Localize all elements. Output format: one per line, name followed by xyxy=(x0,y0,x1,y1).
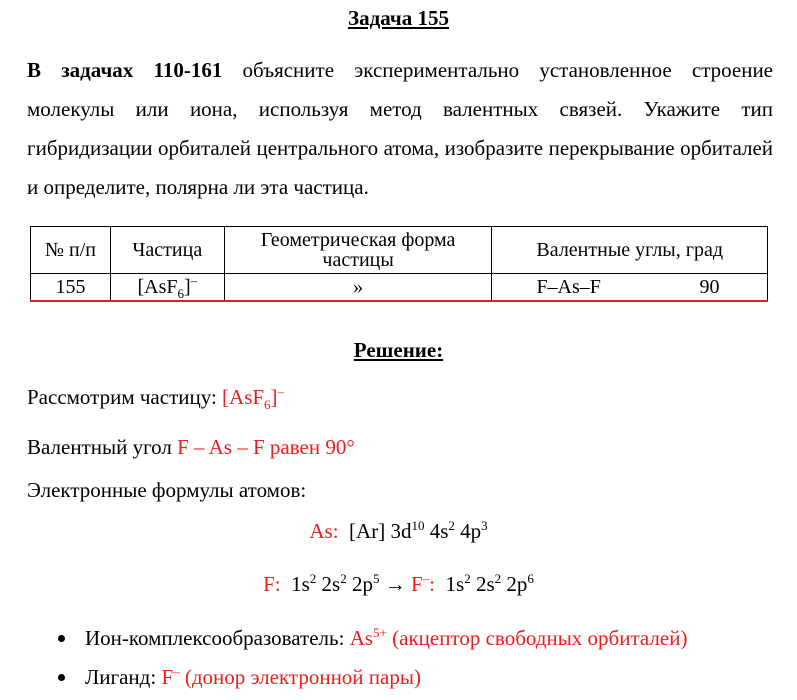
as-s: 4s xyxy=(424,519,449,543)
bullet-red-main: F xyxy=(161,665,174,689)
solution-heading: Решение: xyxy=(353,338,444,362)
angle-name: F–As–F xyxy=(536,276,601,298)
fi-s2: 2s xyxy=(470,572,495,596)
f-sup2: 2 xyxy=(340,571,347,586)
f-s2: 2s xyxy=(316,572,341,596)
f-s1: 1s xyxy=(291,572,310,596)
bullet-label: Ион-комплексообразователь: xyxy=(85,626,350,650)
consider-formula-sup: – xyxy=(277,384,285,399)
f-ion xyxy=(411,572,435,596)
as-sup1: 10 xyxy=(411,518,425,533)
table-header-row xyxy=(31,227,768,274)
header-shape xyxy=(224,227,492,274)
f-ion-colon: : xyxy=(429,572,436,596)
fi-s1: 1s xyxy=(445,572,465,596)
header-angles: Валентные углы, град xyxy=(492,227,768,274)
bullet-red-main: As xyxy=(349,626,374,650)
bullet-red-rest: (донор электронной пары) xyxy=(179,665,421,689)
angle-label: Валентный угол xyxy=(27,435,178,459)
header-particle: Частица xyxy=(110,227,224,274)
particle-close: ] xyxy=(183,276,191,298)
f-formula xyxy=(0,572,797,597)
angle-value: 90 xyxy=(699,276,720,298)
f-sup1: 2 xyxy=(309,571,317,586)
f-ion-sup: – xyxy=(422,571,430,586)
bullet-red-sup: 5+ xyxy=(373,625,387,640)
cell-angles xyxy=(492,274,768,302)
fi-sup2: 2 xyxy=(494,571,502,586)
task-statement xyxy=(27,51,773,207)
bullet-label: Лиганд: xyxy=(85,665,162,689)
bullet-red-sup: – xyxy=(173,664,180,679)
cell-particle xyxy=(110,274,224,302)
consider-formula-sub: 6 xyxy=(264,397,271,412)
consider-formula-main: [AsF xyxy=(222,385,265,409)
bullet-red xyxy=(161,665,421,689)
f-p: 2p xyxy=(346,572,373,596)
as-element: As: xyxy=(309,519,339,543)
particle-sub: 6 xyxy=(177,286,184,301)
task-text: объясните экспериментально установленное строение молекулы или иона, используя метод валентных связей. Укажите тип гибридизации орбиталей центрального атома, изобразите перекрывание орбиталей и определите, полярна ли эта частица. xyxy=(27,58,774,199)
list-item xyxy=(0,622,797,661)
bullet-red-rest: (акцептор свободных орбиталей) xyxy=(386,626,688,650)
fi-p: 2p xyxy=(501,572,528,596)
cell-num: 155 xyxy=(31,274,111,302)
task-bold-prefix: В задачах 110-161 xyxy=(27,58,223,82)
as-sup3: 3 xyxy=(481,518,488,533)
consider-formula xyxy=(222,384,285,412)
as-core: [Ar] 3d xyxy=(349,519,412,543)
f-element: F: xyxy=(263,572,281,596)
consider-line xyxy=(27,385,284,410)
angle-statement: F – As – F равен 90° xyxy=(177,435,355,459)
angle-line xyxy=(27,435,355,460)
consider-formula-close: ] xyxy=(270,385,278,409)
fi-sup1: 2 xyxy=(464,571,471,586)
bullet-list xyxy=(0,622,797,700)
electron-label: Электронные формулы атомов: xyxy=(27,478,307,502)
header-shape-line2: частицы xyxy=(322,249,394,271)
particle-sup: – xyxy=(190,273,198,288)
f-sup3: 5 xyxy=(372,571,380,586)
bullet-red xyxy=(350,626,688,650)
consider-label: Рассмотрим частицу: xyxy=(27,385,223,409)
particle-main: [AsF xyxy=(137,276,178,298)
header-num: № п/п xyxy=(31,227,111,274)
data-table xyxy=(30,226,768,302)
header-shape-line1: Геометрическая форма xyxy=(260,229,456,251)
arrow-icon: → xyxy=(379,572,411,596)
as-formula xyxy=(0,519,797,544)
f-ion-symbol: F xyxy=(410,572,423,596)
table-row xyxy=(31,274,768,302)
as-p: 4p xyxy=(454,519,482,543)
cell-shape: » xyxy=(224,274,492,302)
page-title: Задача 155 xyxy=(348,6,449,30)
as-sup2: 2 xyxy=(448,518,455,533)
fi-sup3: 6 xyxy=(527,571,534,586)
list-item xyxy=(0,661,797,700)
